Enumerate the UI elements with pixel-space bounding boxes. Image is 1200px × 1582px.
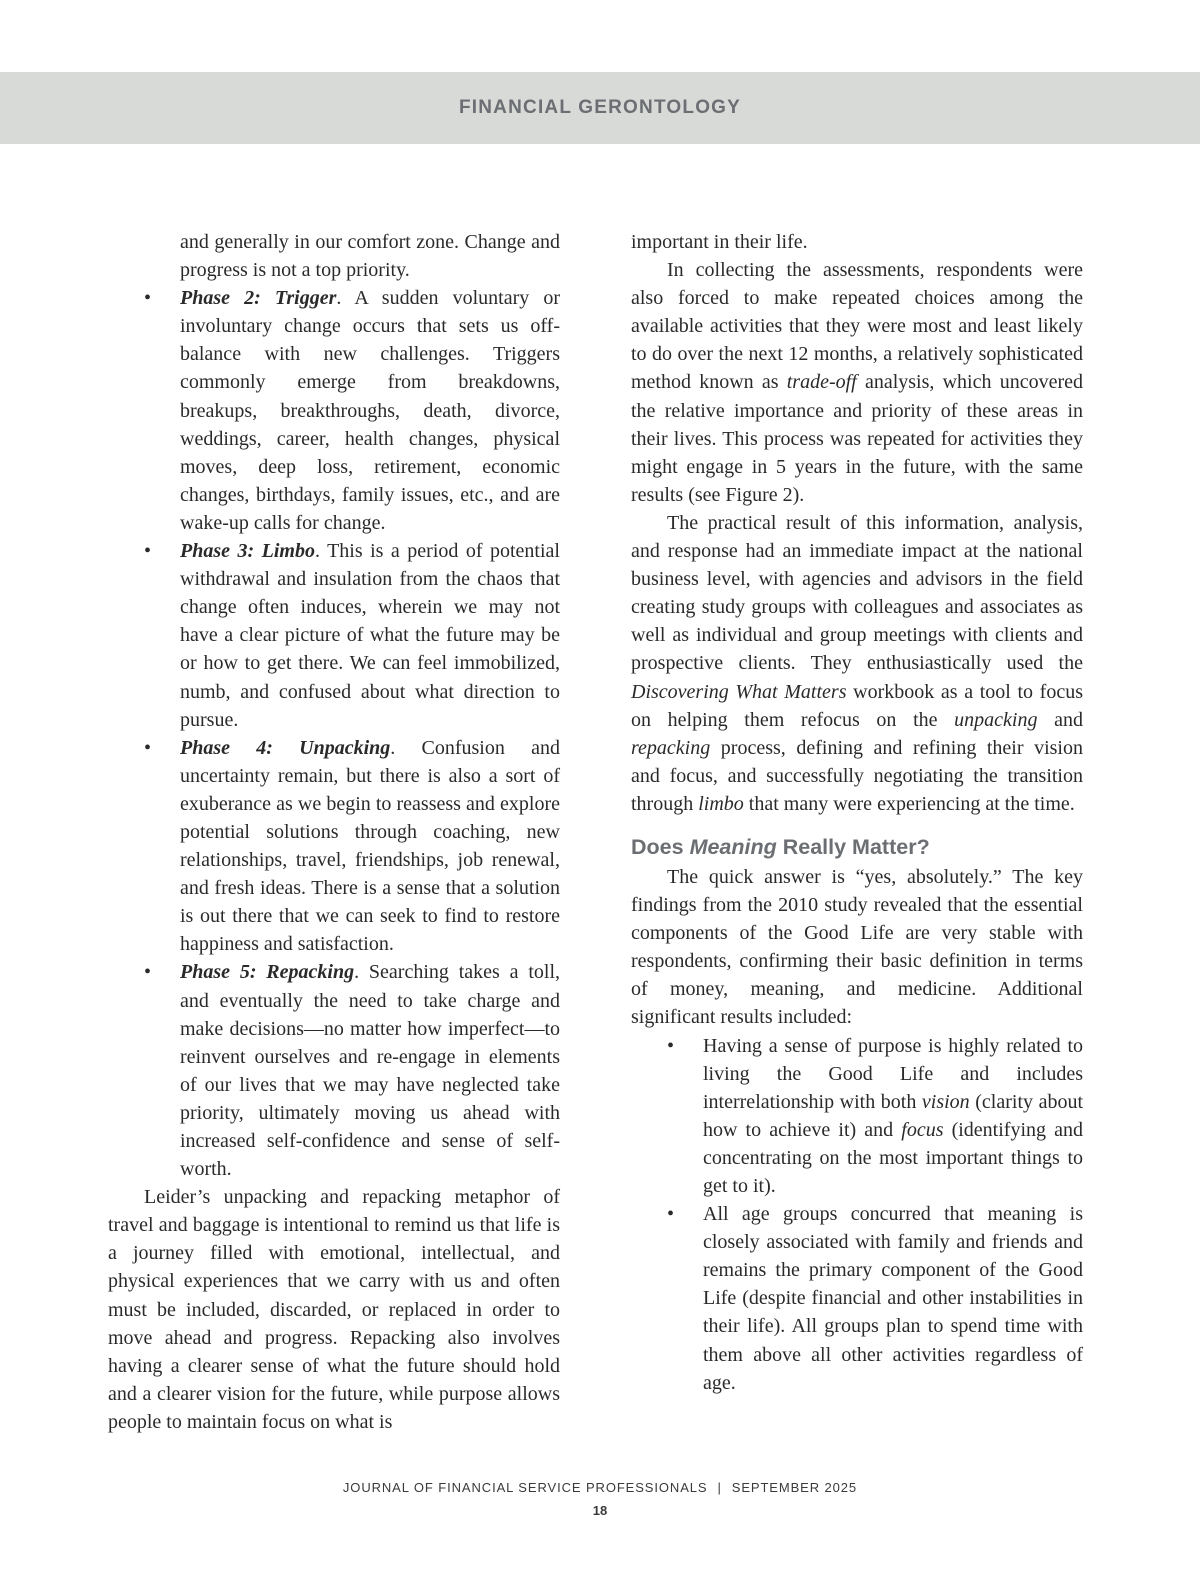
body-paragraph: Leider’s unpacking and repacking metaphor of travel and baggage is intentional to remind us that life is a journey filled with emotional, intellectual, and physical experiences that we carry with us and often must be included, discarded, or replaced in order to move ahead and progress. Repacking also involves having a clearer sense of what the future should hold and a clearer vision for the future, while purpose allows people to maintain focus on what is [108, 1186, 560, 1433]
phase-text: . Confusion and uncertainty remain, but there is also a sort of exuberance as we begin to reassess and explore potential solutions through coaching, new relationships, travel, friendships, job renewal, and fresh ideas. There is a sense that a solution is out there that we can seek to find to restore happiness and satisfaction. [180, 736, 560, 956]
section-heading: Does Meaning Really Matter? [631, 834, 930, 859]
footer-separator: | [717, 1480, 722, 1495]
phase-list [108, 284, 560, 1183]
phase-label: Phase 3: Limbo [180, 540, 315, 563]
finding-item: • All age groups concurred that meaning is closely associated with family and friends and remains the primary component of the Good Life (despite financial and other instabilities in their life). All groups plan to spend time with them above all other activities regardless of age. [631, 1200, 1083, 1397]
findings-list [631, 1032, 1083, 1397]
continued-bullet-text: and generally in our comfort zone. Change and progress is not a top priority. [180, 231, 560, 282]
page-number: 18 [592, 1503, 608, 1518]
right-column [631, 228, 1083, 1397]
continued-paragraph: important in their life. [631, 231, 808, 253]
body-paragraph: The practical result of this information, analysis, and response had an immediate impact at the national business level, with agencies and advisors in the field creating study groups with colleagues and associates as well as individual and group meetings with clients and prospective clients. They enthusiastically used the Discovering What Matters workbook as a tool to focus on helping them refocus on the unpacking and repacking process, defining and refining their vision and focus, and successfully negotiating the transition through limbo that many were experiencing at the time. [631, 511, 1083, 815]
phase-item [108, 537, 560, 734]
phase-item [108, 734, 560, 959]
left-column [108, 228, 560, 1436]
phase-label: Phase 2: Trigger [180, 287, 337, 310]
page-footer [0, 1478, 1200, 1524]
section-title: FINANCIAL GERONTOLOGY [458, 97, 742, 118]
phase-label: Phase 5: Repacking [180, 961, 355, 984]
footer-line [0, 1478, 1200, 1498]
phase-item [108, 958, 560, 1183]
journal-name: JOURNAL OF FINANCIAL SERVICE PROFESSIONALS [342, 1480, 708, 1495]
finding-item: • Having a sense of purpose is highly related to living the Good Life and includes interrelationship with both vision (clarity about how to achieve it) and focus (identifying and concentrating on the most important things to get to it). [631, 1032, 1083, 1201]
issue-date: SEPTEMBER 2025 [731, 1480, 858, 1495]
phase-text: . This is a period of potential withdrawal and insulation from the chaos that change often induces, wherein we may not have a clear picture of what the future may be or how to get there. We can feel immobilized, numb, and confused about what direction to pursue. [180, 540, 560, 731]
phase-text: . Searching takes a toll, and eventually the need to take charge and make decisions—no matter how imperfect—to reinvent ourselves and re-engage in elements of our lives that we may have neglected take priority, ultimately moving us ahead with increased self-confidence and sense of self-worth. [180, 961, 560, 1181]
body-paragraph: The quick answer is “yes, absolutely.” The key findings from the 2010 study revealed that the essential components of the Good Life are very stable with respondents, confirming their basic definition in terms of money, meaning, and medicine. Additional significant results included: [631, 865, 1083, 1029]
phase-item [108, 284, 560, 537]
phase-text: . A sudden voluntary or involuntary change occurs that sets us off-balance with new challenges. Triggers commonly emerge from breakdowns, breakups, breakthroughs, death, divorce, weddings, career, health changes, physical moves, deep loss, retirement, economic changes, birthdays, family issues, etc., and are wake-up calls for change. [180, 287, 560, 534]
running-header [0, 72, 1200, 144]
phase-label: Phase 4: Unpacking [180, 736, 391, 759]
body-paragraph: In collecting the assessments, respondents were also forced to make repeated choices among the available activities that they were most and least likely to do over the next 12 months, a relatively sophisticated method known as trade-off analysis, which uncovered the relative importance and priority of these areas in their lives. This process was repeated for activities they might engage in 5 years in the future, with the same results (see Figure 2). [631, 259, 1084, 506]
